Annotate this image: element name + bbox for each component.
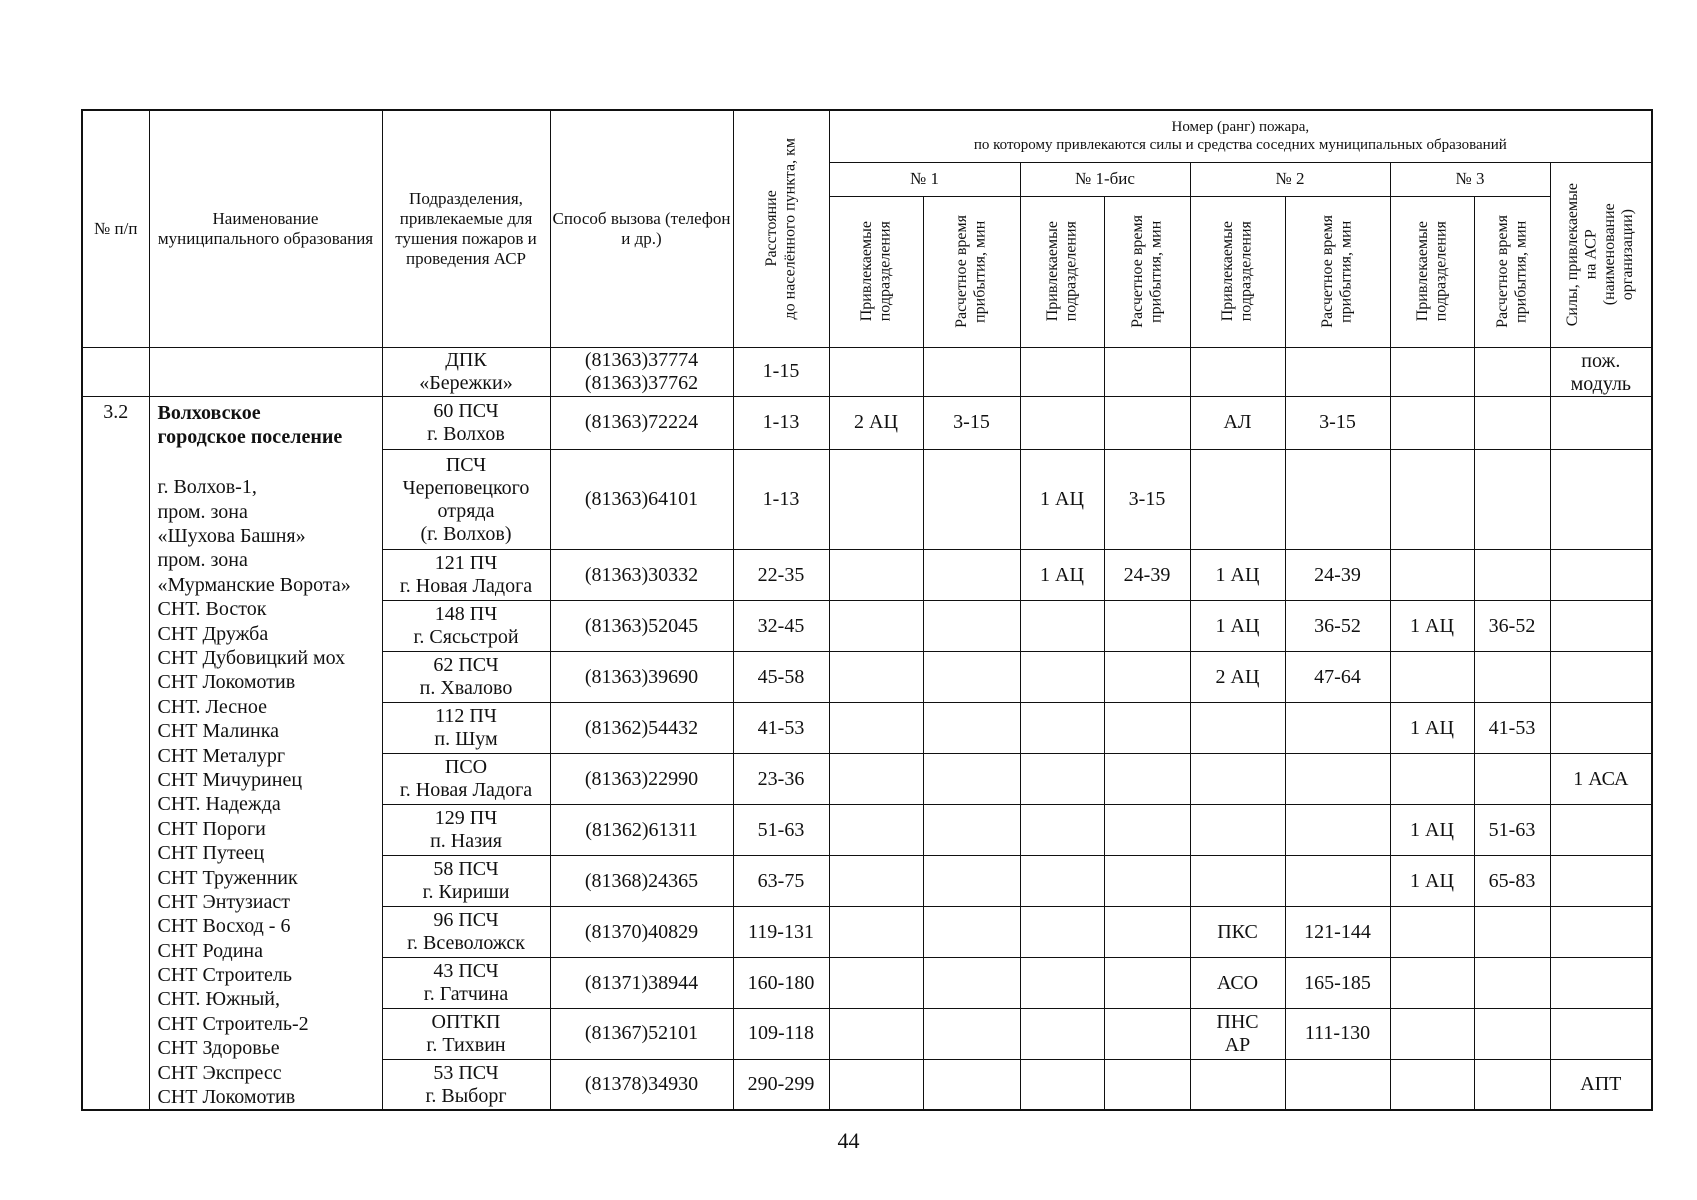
r1-units-cell (829, 652, 923, 703)
r3-time-cell (1474, 1059, 1550, 1110)
fire-forces-table (81, 109, 1653, 1111)
asr-cell (1550, 1009, 1652, 1060)
r1b-time-cell (1104, 958, 1190, 1009)
distance-cell: 32-45 (733, 601, 829, 652)
cell-line: г. Волхов (427, 422, 505, 445)
cell-line: ОПТКП (431, 1010, 501, 1033)
table-row (82, 396, 1652, 449)
r1b-time-cell: 3-15 (1104, 449, 1190, 550)
r3-units-cell: 1 АЦ (1390, 856, 1474, 907)
header-fire-rank-line2: по которому привлекаются силы и средства соседних муниципальных образований (973, 137, 1507, 154)
r1-time-cell (923, 958, 1020, 1009)
distance-cell: 63-75 (733, 856, 829, 907)
unit-cell (382, 1059, 550, 1110)
r2-units-cell (1190, 754, 1285, 805)
header-rank-3: № 3 (1390, 162, 1550, 196)
unit-cell (382, 958, 550, 1009)
r1b-units-cell (1020, 754, 1104, 805)
distance-cell: 109-118 (733, 1009, 829, 1060)
r3-time-cell: 51-63 (1474, 805, 1550, 856)
r2-units-cell: 1 АЦ (1190, 601, 1285, 652)
cell-line: 121 ПЧ (434, 552, 498, 575)
r1-units-cell (829, 601, 923, 652)
location-item: пром. зона (157, 549, 248, 572)
r1-time-cell (923, 856, 1020, 907)
location-item: СНТ Локомотив (157, 1086, 296, 1109)
r1b-time-cell (1104, 601, 1190, 652)
r2-time-cell: 24-39 (1285, 550, 1390, 601)
r3-units-cell (1390, 396, 1474, 449)
table-body (82, 347, 1652, 1110)
r1b-units-cell (1020, 601, 1104, 652)
r2-time-cell: 36-52 (1285, 601, 1390, 652)
r2-time-cell: 47-64 (1285, 652, 1390, 703)
cell-line: 53 ПСЧ (433, 1061, 499, 1084)
call-cell: (81368)24365 (550, 856, 733, 907)
location-item: СНТ. Лесное (157, 695, 268, 718)
distance-cell: 45-58 (733, 652, 829, 703)
r1b-units-cell (1020, 396, 1104, 449)
asr-cell (1550, 396, 1652, 449)
r3-time-cell: 41-53 (1474, 703, 1550, 754)
unit-cell (382, 805, 550, 856)
cell-line: 129 ПЧ (434, 807, 498, 830)
first-row-asr: пож. модуль (1550, 347, 1652, 396)
location-item: СНТ Строитель (157, 964, 292, 987)
cell-line: 112 ПЧ (435, 705, 497, 728)
r1b-time-cell (1104, 856, 1190, 907)
asr-cell (1550, 907, 1652, 958)
r2-units-cell (1190, 449, 1285, 550)
r3-time-cell (1474, 652, 1550, 703)
asr-cell (1550, 958, 1652, 1009)
cell-line: г. Гатчина (423, 983, 509, 1006)
r1-time-cell (923, 652, 1020, 703)
r1b-time-cell (1104, 805, 1190, 856)
cell-line: 62 ПСЧ (433, 654, 499, 677)
r1b-units-cell (1020, 856, 1104, 907)
header-distance: Расстояние до населённого пункта, км (733, 110, 829, 347)
header-municipality: Наименование муниципального образования (149, 110, 382, 347)
r1-time-cell (923, 550, 1020, 601)
header-rank-2: № 2 (1190, 162, 1390, 196)
r3-time-cell (1474, 449, 1550, 550)
r1b-units-cell (1020, 1009, 1104, 1060)
header-rank3-time: Расчетное время прибытия, мин (1474, 196, 1550, 347)
cell-line: 96 ПСЧ (433, 909, 499, 932)
r1b-time-cell (1104, 652, 1190, 703)
r1b-time-cell (1104, 703, 1190, 754)
cell-line: (г. Волхов) (420, 522, 512, 545)
r3-units-cell (1390, 550, 1474, 601)
table-row (82, 347, 1652, 396)
call-cell: (81378)34930 (550, 1059, 733, 1110)
r2-time-cell: 3-15 (1285, 396, 1390, 449)
r2-units-cell (1190, 703, 1285, 754)
location-item: СНТ Малинка (157, 720, 280, 743)
distance-cell: 51-63 (733, 805, 829, 856)
cell-line: п. Назия (430, 830, 502, 853)
r1b-units-cell: 1 АЦ (1020, 449, 1104, 550)
cell-line: г. Тихвин (426, 1033, 506, 1056)
cell-line: 148 ПЧ (434, 603, 498, 626)
location-item: СНТ Металург (157, 744, 286, 767)
call-cell: (81363)72224 (550, 396, 733, 449)
call-cell: (81362)61311 (550, 805, 733, 856)
r3-units-cell (1390, 449, 1474, 550)
header-rank2-units: Привлекаемые подразделения (1190, 196, 1285, 347)
r2-units-cell: АСО (1190, 958, 1285, 1009)
location-item: СНТ Строитель-2 (157, 1012, 309, 1035)
location-item: СНТ Пороги (157, 817, 266, 840)
distance-cell: 160-180 (733, 958, 829, 1009)
r1b-units-cell (1020, 958, 1104, 1009)
unit-cell (382, 1009, 550, 1060)
call-cell: (81363)52045 (550, 601, 733, 652)
r1b-time-cell (1104, 1059, 1190, 1110)
location-item: СНТ Экспресс (157, 1061, 282, 1084)
r1b-time-cell (1104, 754, 1190, 805)
location-item: СНТ Дружба (157, 622, 269, 645)
unit-cell (382, 652, 550, 703)
r3-time-cell (1474, 396, 1550, 449)
r1-units-cell (829, 703, 923, 754)
r1-units-cell (829, 958, 923, 1009)
r1b-units-cell (1020, 805, 1104, 856)
header-fire-rank (829, 110, 1652, 162)
r1-time-cell (923, 601, 1020, 652)
r1-time-cell (923, 449, 1020, 550)
r2-time-cell (1285, 856, 1390, 907)
first-row-name (149, 347, 382, 396)
section-name (149, 396, 382, 1110)
header-rank1-units: Привлекаемые подразделения (829, 196, 923, 347)
cell-line: 60 ПСЧ (433, 399, 499, 422)
r3-units-cell (1390, 1009, 1474, 1060)
cell-line: АР (1224, 1033, 1251, 1056)
section-title (158, 401, 376, 450)
cell-line: п. Шум (434, 728, 498, 751)
cell-line: отряда (437, 499, 495, 522)
r2-units-cell (1190, 1009, 1285, 1060)
unit-cell (382, 856, 550, 907)
location-item: пром. зона (157, 500, 248, 523)
r1b-units-cell (1020, 907, 1104, 958)
asr-cell (1550, 703, 1652, 754)
r2-time-cell (1285, 754, 1390, 805)
r2-units-cell: 2 АЦ (1190, 652, 1285, 703)
section-title-line1: Волховское (157, 401, 261, 424)
r1b-units-cell (1020, 703, 1104, 754)
location-item: СНТ Энтузиаст (157, 890, 290, 913)
location-item: «Мурманские Ворота» (157, 573, 351, 596)
asr-cell: АПТ (1550, 1059, 1652, 1110)
unit-cell (382, 449, 550, 550)
r1-units-cell (829, 805, 923, 856)
r3-units-cell: 1 АЦ (1390, 703, 1474, 754)
r1b-units-cell: 1 АЦ (1020, 550, 1104, 601)
cell-line: г. Всеволожск (407, 932, 525, 955)
r3-units-cell: 1 АЦ (1390, 601, 1474, 652)
cell-line: г. Новая Ладога (399, 575, 533, 598)
asr-cell (1550, 550, 1652, 601)
r2-time-cell: 111-130 (1285, 1009, 1390, 1060)
r2-time-cell (1285, 805, 1390, 856)
call-cell: (81370)40829 (550, 907, 733, 958)
first-row-call: (81363)37774 (81363)37762 (550, 347, 733, 396)
unit-cell (382, 907, 550, 958)
location-item: СНТ Родина (157, 939, 264, 962)
first-row-distance: 1-15 (733, 347, 829, 396)
distance-cell: 290-299 (733, 1059, 829, 1110)
first-row-number (82, 347, 149, 396)
header-rank1bis-units: Привлекаемые подразделения (1020, 196, 1104, 347)
cell-line: п. Хвалово (419, 677, 513, 700)
header-number: № п/п (82, 110, 149, 347)
header-rank2-time: Расчетное время прибытия, мин (1285, 196, 1390, 347)
location-item: СНТ Восход - 6 (157, 915, 291, 938)
r1-time-cell (923, 754, 1020, 805)
distance-cell: 1-13 (733, 449, 829, 550)
r1b-units-cell (1020, 1059, 1104, 1110)
distance-cell: 119-131 (733, 907, 829, 958)
location-item: «Шухова Башня» (157, 525, 306, 548)
asr-cell (1550, 805, 1652, 856)
header-rank-1bis: № 1-бис (1020, 162, 1190, 196)
r1-units-cell (829, 907, 923, 958)
r2-time-cell (1285, 449, 1390, 550)
unit-cell (382, 601, 550, 652)
distance-cell: 23-36 (733, 754, 829, 805)
r1-time-cell: 3-15 (923, 396, 1020, 449)
cell-line: г. Новая Ладога (399, 779, 533, 802)
cell-line: г. Кириши (422, 881, 510, 904)
r2-time-cell (1285, 1059, 1390, 1110)
r3-time-cell (1474, 907, 1550, 958)
location-item: СНТ Мичуринец (157, 768, 303, 791)
call-cell: (81363)39690 (550, 652, 733, 703)
header-rank1-time: Расчетное время прибытия, мин (923, 196, 1020, 347)
section-title-line2: городское поселение (157, 425, 343, 448)
asr-cell (1550, 856, 1652, 907)
distance-cell: 22-35 (733, 550, 829, 601)
cell-line: Череповецкого (402, 476, 530, 499)
call-cell: (81362)54432 (550, 703, 733, 754)
r3-units-cell (1390, 1059, 1474, 1110)
r1-units-cell (829, 754, 923, 805)
header-rank1bis-time: Расчетное время прибытия, мин (1104, 196, 1190, 347)
asr-cell (1550, 652, 1652, 703)
r2-time-cell: 121-144 (1285, 907, 1390, 958)
r1-units-cell: 2 АЦ (829, 396, 923, 449)
call-cell: (81367)52101 (550, 1009, 733, 1060)
first-row-unit: ДПК «Бережки» (382, 347, 550, 396)
r1b-time-cell: 24-39 (1104, 550, 1190, 601)
section-number: 3.2 (82, 396, 149, 1110)
cell-line: 43 ПСЧ (433, 960, 499, 983)
r3-time-cell (1474, 550, 1550, 601)
header-rank3-units: Привлекаемые подразделения (1390, 196, 1474, 347)
r3-time-cell: 36-52 (1474, 601, 1550, 652)
location-item: СНТ. Южный, (157, 988, 280, 1011)
r1-units-cell (829, 1009, 923, 1060)
r3-time-cell (1474, 1009, 1550, 1060)
header-fire-rank-line1: Номер (ранг) пожара, (1171, 118, 1310, 135)
r3-units-cell (1390, 958, 1474, 1009)
location-item: СНТ. Восток (157, 598, 267, 621)
cell-line: г. Сясьстрой (413, 626, 519, 649)
location-item: СНТ Дубовицкий мох (157, 647, 346, 670)
location-item: СНТ Здоровье (157, 1037, 280, 1060)
call-cell: (81363)64101 (550, 449, 733, 550)
unit-cell (382, 550, 550, 601)
cell-line: 58 ПСЧ (433, 858, 499, 881)
r2-units-cell: 1 АЦ (1190, 550, 1285, 601)
r1b-time-cell (1104, 396, 1190, 449)
r2-units-cell (1190, 805, 1285, 856)
r1-units-cell (829, 449, 923, 550)
r3-time-cell: 65-83 (1474, 856, 1550, 907)
r3-time-cell (1474, 754, 1550, 805)
r2-time-cell (1285, 703, 1390, 754)
page-number: 44 (837, 1128, 860, 1153)
header-units: Подразделения, привлекаемые для тушения пожаров и проведения АСР (382, 110, 550, 347)
cell-line: ПСЧ (445, 453, 487, 476)
distance-cell: 1-13 (733, 396, 829, 449)
call-cell: (81363)30332 (550, 550, 733, 601)
r2-units-cell (1190, 1059, 1285, 1110)
r1-time-cell (923, 805, 1020, 856)
r2-units-cell: АЛ (1190, 396, 1285, 449)
asr-cell (1550, 449, 1652, 550)
header-call-method: Способ вызова (телефон и др.) (550, 110, 733, 347)
r1-time-cell (923, 1009, 1020, 1060)
location-item: СНТ Локомотив (157, 671, 296, 694)
location-item: СНТ Путеец (157, 842, 265, 865)
header-rank-1: № 1 (829, 162, 1020, 196)
unit-cell (382, 396, 550, 449)
r3-units-cell (1390, 652, 1474, 703)
location-item: СНТ. Надежда (157, 793, 281, 816)
cell-line: г. Выборг (425, 1084, 507, 1107)
r1-time-cell (923, 907, 1020, 958)
asr-cell: 1 АСА (1550, 754, 1652, 805)
cell-line: ПНС (1216, 1010, 1259, 1033)
cell-line: ПСО (444, 756, 488, 779)
distance-cell: 41-53 (733, 703, 829, 754)
r2-units-cell (1190, 856, 1285, 907)
r1b-units-cell (1020, 652, 1104, 703)
r3-units-cell (1390, 754, 1474, 805)
header-asr-forces: Силы, привлекаемые на АСР (наименование организации) (1550, 162, 1652, 347)
r2-time-cell: 165-185 (1285, 958, 1390, 1009)
r3-units-cell: 1 АЦ (1390, 805, 1474, 856)
unit-cell (382, 754, 550, 805)
r3-units-cell (1390, 907, 1474, 958)
r2-units-cell: ПКС (1190, 907, 1285, 958)
r3-time-cell (1474, 958, 1550, 1009)
r1-units-cell (829, 856, 923, 907)
r1-time-cell (923, 1059, 1020, 1110)
r1b-time-cell (1104, 1009, 1190, 1060)
asr-cell (1550, 601, 1652, 652)
r1b-time-cell (1104, 907, 1190, 958)
r1-units-cell (829, 550, 923, 601)
r1-time-cell (923, 703, 1020, 754)
call-cell: (81363)22990 (550, 754, 733, 805)
call-cell: (81371)38944 (550, 958, 733, 1009)
unit-cell (382, 703, 550, 754)
location-item: СНТ Труженник (157, 866, 298, 889)
r1-units-cell (829, 1059, 923, 1110)
location-item: г. Волхов-1, (157, 476, 257, 499)
